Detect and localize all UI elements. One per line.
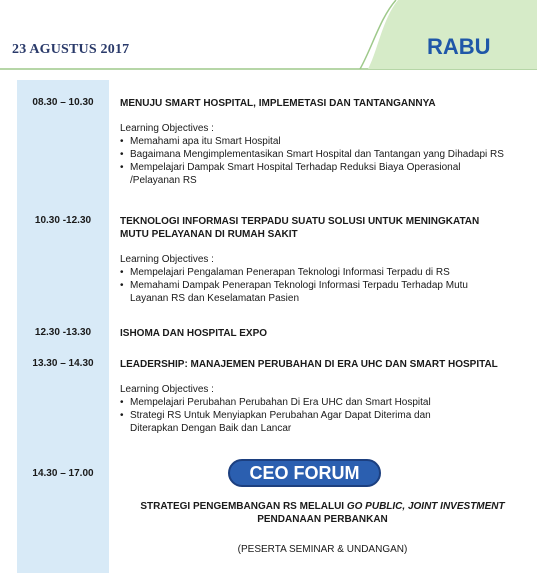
session-time: 14.30 – 17.00	[32, 468, 94, 479]
session-time: 08.30 – 10.30	[32, 97, 94, 108]
session-block	[120, 97, 525, 187]
objective-item: • Mempelajari Perubahan Perubahan Di Era UHC dan Smart Hospital	[120, 396, 525, 409]
objective-item: • Mempelajari Pengalaman Penerapan Teknologi Informasi Terpadu di RS	[120, 266, 525, 279]
forum-topic-italic: GO PUBLIC, JOINT INVESTMENT	[346, 501, 505, 512]
day-label: RABU	[427, 34, 491, 59]
date-label: 23 AGUSTUS 2017	[12, 42, 130, 57]
learning-objectives-label: Learning Objectives :	[120, 384, 214, 395]
session-time: 12.30 -13.30	[34, 327, 92, 338]
session-title: ISHOMA DAN HOSPITAL EXPO	[120, 328, 268, 339]
session-title: LEADERSHIP: MANAJEMEN PERUBAHAN DI ERA UHC DAN SMART HOSPITAL	[120, 359, 498, 370]
session-time: 13.30 – 14.30	[32, 358, 94, 369]
learning-objectives-label: Learning Objectives :	[120, 254, 214, 265]
session-block	[120, 358, 525, 435]
session-title: MENUJU SMART HOSPITAL, IMPLEMETASI DAN TANTANGANNYA	[120, 98, 436, 109]
session-title: TEKNOLOGI INFORMASI TERPADU SUATU SOLUSI UNTUK MENINGKATAN MUTU PELAYANAN DI RUMAH SAKIT	[120, 216, 480, 240]
forum-topic-text: STRATEGI PENGEMBANGAN RS MELALUI	[140, 501, 347, 512]
session-time: 10.30 -12.30	[34, 215, 92, 226]
objective-list	[120, 135, 525, 187]
objective-list	[120, 396, 525, 435]
objective-item: • Bagaimana Mengimplementasikan Smart Hospital dan Tantangan yang Dihadapi RS	[120, 148, 525, 161]
forum-note: (PESERTA SEMINAR & UNDANGAN)	[237, 544, 408, 555]
objective-list	[120, 266, 525, 305]
forum-topic-line	[120, 500, 525, 513]
session-block	[120, 215, 525, 305]
objective-item: • Memahami Dampak Penerapan Teknologi Informasi Terpadu Terhadap Mutu Layanan RS dan Keselamatan Pasien	[120, 279, 500, 305]
objective-item: • Strategi RS Untuk Menyiapkan Perubahan Agar Dapat Diterima dan Diterapkan Dengan Baik dan Lancar	[120, 409, 480, 435]
learning-objectives-label: Learning Objectives :	[120, 123, 214, 134]
objective-item: • Memahami apa itu Smart Hospital	[120, 135, 525, 148]
ceo-forum-badge: CEO FORUM	[228, 459, 381, 487]
objective-item: • Mempelajari Dampak Smart Hospital Terhadap Reduksi Biaya Operasional /Pelayanan RS	[120, 161, 480, 187]
forum-topic-line2: PENDANAAN PERBANKAN	[257, 514, 388, 525]
